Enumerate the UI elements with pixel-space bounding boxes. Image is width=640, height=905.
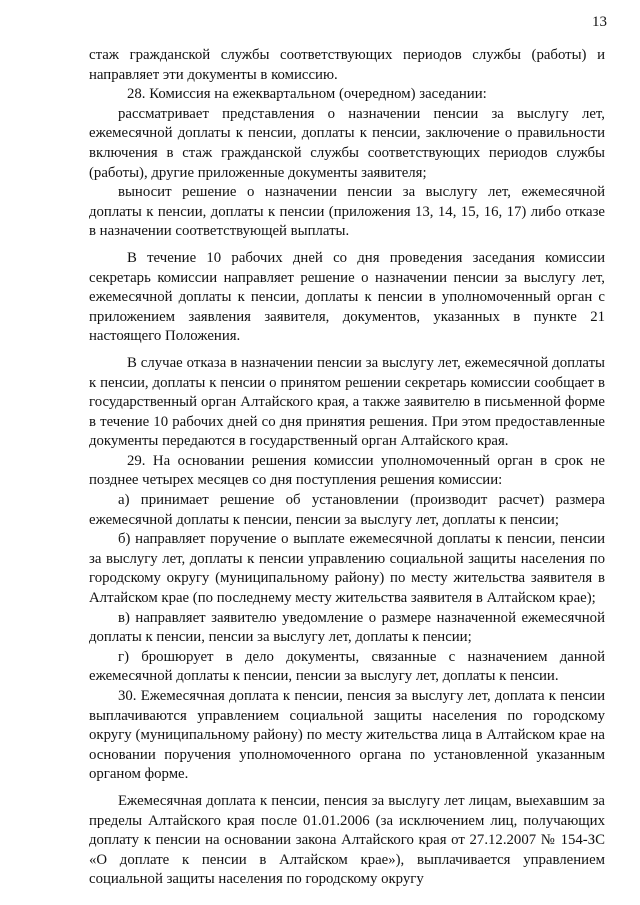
paragraph-28-decision: выносит решение о назначении пенсии за выслугу лет, ежемесячной доплаты к пенсии, доплаты к пенсии (приложения 13, 14, 15, 16, 17) либо отказе в назначении соответствующей выплаты. xyxy=(89,184,605,240)
paragraph-29-v: в) направляет заявителю уведомление о размере назначенной ежемесячной доплаты к пенсии, пенсии за выслугу лет, доплаты к пенсии; xyxy=(89,609,605,646)
paragraph-29: 29. На основании решения комиссии уполномоченный орган в срок не позднее четырех месяцев со дня поступления решения комиссии: xyxy=(89,452,605,489)
paragraph-28: 28. Комиссия на ежеквартальном (очередном) заседании: xyxy=(127,86,487,103)
paragraph-28-review: рассматривает представления о назначении пенсии за выслугу лет, ежемесячной доплаты к пенсии, доплаты к пенсии, заключение о правильности включения в стаж гражданской службы соответствующих периодов службы (работы), другие приложенные документы заявителя; xyxy=(89,105,605,181)
paragraph-29-b: б) направляет поручение о выплате ежемесячной доплаты к пенсии, пенсии за выслугу лет, доплаты к пенсии управлению социальной защиты населения по городскому округу (муниципальному району) по месту жительства заявителя в Алтайском крае (по последнему месту жительства заявителя в Алтайском крае); xyxy=(89,531,605,607)
paragraph-30-relocated: Ежемесячная доплата к пенсии, пенсия за выслугу лет лицам, выехавшим за пределы Алтайского края после 01.01.2006 (за исключением лиц, получающих доплату к пенсии на основании закона Алтайского края от 27.12.2007 № 154-ЗС «О доплате к пенсии в Алтайском крае»), выплачивается управлением социальной защиты населения по городскому округу xyxy=(89,792,605,888)
paragraph-28-secretary: В течение 10 рабочих дней со дня проведения заседания комиссии секретарь комиссии направляет решение о назначении пенсии за выслугу лет, ежемесячной доплаты к пенсии, доплаты к пенсии в уполномоченный орган с приложением заявления заявителя, документов, указанных в пункте 21 настоящего Положения. xyxy=(89,249,605,345)
document-body xyxy=(89,46,605,890)
paragraph-continuation: стаж гражданской службы соответствующих периодов службы (работы) и направляет эти документы в комиссию. xyxy=(89,47,605,83)
paragraph-28-refusal: В случае отказа в назначении пенсии за выслугу лет, ежемесячной доплаты к пенсии, доплаты к пенсии о принятом решении секретарь комиссии сообщает в государственный орган Алтайского края, а также заявителю в письменной форме в течение 10 рабочих дней со дня принятия решения. При этом предоставленные документы передаются в государственный орган Алтайского края. xyxy=(89,354,605,450)
paragraph-29-g: г) брошюрует в дело документы, связанные с назначением данной ежемесячной доплаты к пенсии, пенсии за выслугу лет, доплаты к пенсии. xyxy=(89,648,605,685)
paragraph-30: 30. Ежемесячная доплата к пенсии, пенсия за выслугу лет, доплата к пенсии выплачиваются управлением социальной защиты населения по городскому округу (муниципальному району) по месту жительства лица в Алтайском крае на основании поручения уполномоченного органа по установленной указанным органом форме. xyxy=(89,688,605,783)
paragraph-29-a: а) принимает решение об установлении (производит расчет) размера ежемесячной доплаты к пенсии, пенсии за выслугу лет, доплаты к пенсии; xyxy=(89,492,605,528)
page-number: 13 xyxy=(592,14,607,30)
